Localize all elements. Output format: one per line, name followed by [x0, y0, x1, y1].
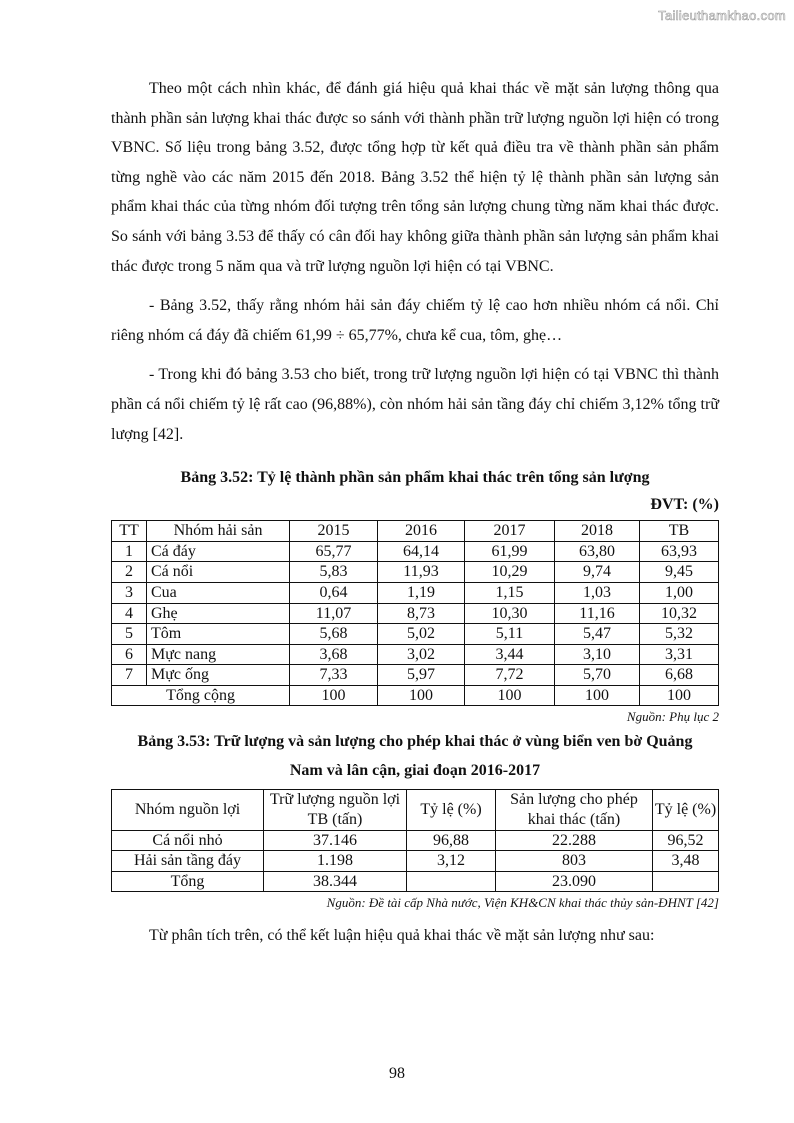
paragraph-table353-note: - Trong khi đó bảng 3.53 cho biết, trong trữ lượng nguồn lợi hiện có tại VBNC thì thành phần cá nổi chiếm tỷ lệ rất cao (96,88%), còn nhóm hải sản tầng đáy chỉ chiếm 3,12% tổng trữ lượng [42]. — [111, 366, 719, 443]
cell: 1.198 — [264, 851, 407, 872]
header-cell: TB — [640, 521, 719, 542]
table-row — [112, 582, 719, 603]
cell: 5,32 — [640, 624, 719, 645]
table353-source: Nguồn: Đề tài cấp Nhà nước, Viện KH&CN khai thác thủy sản-ĐHNT [42] — [326, 895, 719, 911]
cell: 3,02 — [378, 644, 465, 665]
cell: 63,80 — [555, 541, 640, 562]
cell: 5,68 — [290, 624, 378, 645]
table-row — [112, 603, 719, 624]
cell: Tổng — [112, 871, 264, 892]
cell: 64,14 — [378, 541, 465, 562]
watermark: Tailieuthamkhao.com — [658, 8, 786, 23]
cell: 23.090 — [496, 871, 653, 892]
header-cell: 2018 — [555, 521, 640, 542]
header-cell: Nhóm hải sản — [147, 521, 290, 542]
cell: 11,16 — [555, 603, 640, 624]
cell: 3,12 — [407, 851, 496, 872]
cell: 5,97 — [378, 665, 465, 686]
header-cell: 2015 — [290, 521, 378, 542]
cell: 11,07 — [290, 603, 378, 624]
cell: 96,88 — [407, 830, 496, 851]
cell: 63,93 — [640, 541, 719, 562]
cell: 100 — [640, 685, 719, 706]
cell: 3,68 — [290, 644, 378, 665]
cell: 65,77 — [290, 541, 378, 562]
cell: 100 — [465, 685, 555, 706]
table-row — [112, 624, 719, 645]
cell: 9,74 — [555, 562, 640, 583]
table353-caption-line2: Nam và lân cận, giai đoạn 2016-2017 — [289, 762, 541, 780]
table-header-row — [112, 521, 719, 542]
cell: 8,73 — [378, 603, 465, 624]
table353-caption-line1: Bảng 3.53: Trữ lượng và sản lượng cho phép khai thác ở vùng biển ven bờ Quảng — [137, 733, 693, 751]
cell: 38.344 — [264, 871, 407, 892]
cell: 5,83 — [290, 562, 378, 583]
cell: Tổng cộng — [112, 685, 290, 706]
cell: 100 — [555, 685, 640, 706]
header-cell: Nhóm nguồn lợi — [112, 790, 264, 830]
table-header-row — [112, 790, 719, 830]
cell: Cá nổi — [147, 562, 290, 583]
header-cell: Sản lượng cho phép khai thác (tấn) — [496, 790, 653, 830]
cell: 5,47 — [555, 624, 640, 645]
cell: 7 — [112, 665, 147, 686]
page-content — [111, 74, 719, 951]
cell: 5,11 — [465, 624, 555, 645]
cell: 6,68 — [640, 665, 719, 686]
cell — [407, 871, 496, 892]
header-cell: 2017 — [465, 521, 555, 542]
cell: 100 — [378, 685, 465, 706]
cell — [653, 871, 719, 892]
cell: 6 — [112, 644, 147, 665]
table-row — [112, 541, 719, 562]
cell: 96,52 — [653, 830, 719, 851]
cell: 3,31 — [640, 644, 719, 665]
table352-unit: ĐVT: (%) — [650, 496, 719, 514]
cell: 5,70 — [555, 665, 640, 686]
table-row — [112, 562, 719, 583]
cell: 3 — [112, 582, 147, 603]
paragraph-table352-note: - Bảng 3.52, thấy rằng nhóm hải sản đáy chiếm tỷ lệ cao hơn nhiều nhóm cá nổi. Chỉ riêng nhóm cá đáy đã chiếm 61,99 ÷ 65,77%, chưa kể cua, tôm, ghẹ… — [111, 297, 719, 344]
cell: 1,19 — [378, 582, 465, 603]
cell: 3,44 — [465, 644, 555, 665]
header-cell: Trữ lượng nguồn lợi TB (tấn) — [264, 790, 407, 830]
cell: 100 — [290, 685, 378, 706]
cell: 10,29 — [465, 562, 555, 583]
cell: Cá nổi nhỏ — [112, 830, 264, 851]
cell: 1,15 — [465, 582, 555, 603]
cell: 61,99 — [465, 541, 555, 562]
table-row — [112, 644, 719, 665]
cell: 1 — [112, 541, 147, 562]
cell: 3,48 — [653, 851, 719, 872]
table352 — [111, 520, 719, 706]
cell: Hải sản tầng đáy — [112, 851, 264, 872]
table-row — [112, 665, 719, 686]
paragraph-conclusion: Từ phân tích trên, có thể kết luận hiệu quả khai thác về mặt sản lượng như sau: — [149, 927, 655, 945]
header-cell: 2016 — [378, 521, 465, 542]
cell: 10,32 — [640, 603, 719, 624]
header-cell: Tỷ lệ (%) — [407, 790, 496, 830]
cell: 7,33 — [290, 665, 378, 686]
header-cell: Tỷ lệ (%) — [653, 790, 719, 830]
table-total-row — [112, 685, 719, 706]
cell: 11,93 — [378, 562, 465, 583]
cell: 22.288 — [496, 830, 653, 851]
cell: 803 — [496, 851, 653, 872]
table352-source: Nguồn: Phụ lục 2 — [626, 709, 719, 725]
cell: 4 — [112, 603, 147, 624]
table353 — [111, 789, 719, 892]
cell: 1,03 — [555, 582, 640, 603]
table-row — [112, 830, 719, 851]
cell: 37.146 — [264, 830, 407, 851]
cell: Cá đáy — [147, 541, 290, 562]
cell: Ghẹ — [147, 603, 290, 624]
cell: 2 — [112, 562, 147, 583]
cell: 9,45 — [640, 562, 719, 583]
cell: 1,00 — [640, 582, 719, 603]
table352-caption: Bảng 3.52: Tỷ lệ thành phần sản phẩm khai thác trên tổng sản lượng — [180, 469, 650, 487]
paragraph-intro: Theo một cách nhìn khác, để đánh giá hiệu quả khai thác về mặt sản lượng thông qua thành phần sản lượng khai thác được so sánh với thành phần trữ lượng nguồn lợi hiện có trong VBNC. Số liệu trong bảng 3.52, được tổng hợp từ kết quả điều tra về thành phần sản phẩm từng nghề vào các năm 2015 đến 2018. Bảng 3.52 thể hiện tỷ lệ thành phần sản lượng sản phẩm khai thác của từng nhóm đối tượng trên tổng sản lượng chung từng năm khai thác được. So sánh với bảng 3.53 để thấy có cân đối hay không giữa thành phần sản lượng sản phẩm khai thác được trong 5 năm qua và trữ lượng nguồn lợi hiện có tại VBNC. — [111, 80, 719, 275]
page-number: 98 — [389, 1065, 405, 1082]
cell: 10,30 — [465, 603, 555, 624]
cell: 5,02 — [378, 624, 465, 645]
cell: Mực ống — [147, 665, 290, 686]
cell: Mực nang — [147, 644, 290, 665]
cell: 5 — [112, 624, 147, 645]
cell: Cua — [147, 582, 290, 603]
header-cell: TT — [112, 521, 147, 542]
cell: 3,10 — [555, 644, 640, 665]
cell: 7,72 — [465, 665, 555, 686]
cell: 0,64 — [290, 582, 378, 603]
table-row — [112, 851, 719, 872]
cell: Tôm — [147, 624, 290, 645]
table-total-row — [112, 871, 719, 892]
